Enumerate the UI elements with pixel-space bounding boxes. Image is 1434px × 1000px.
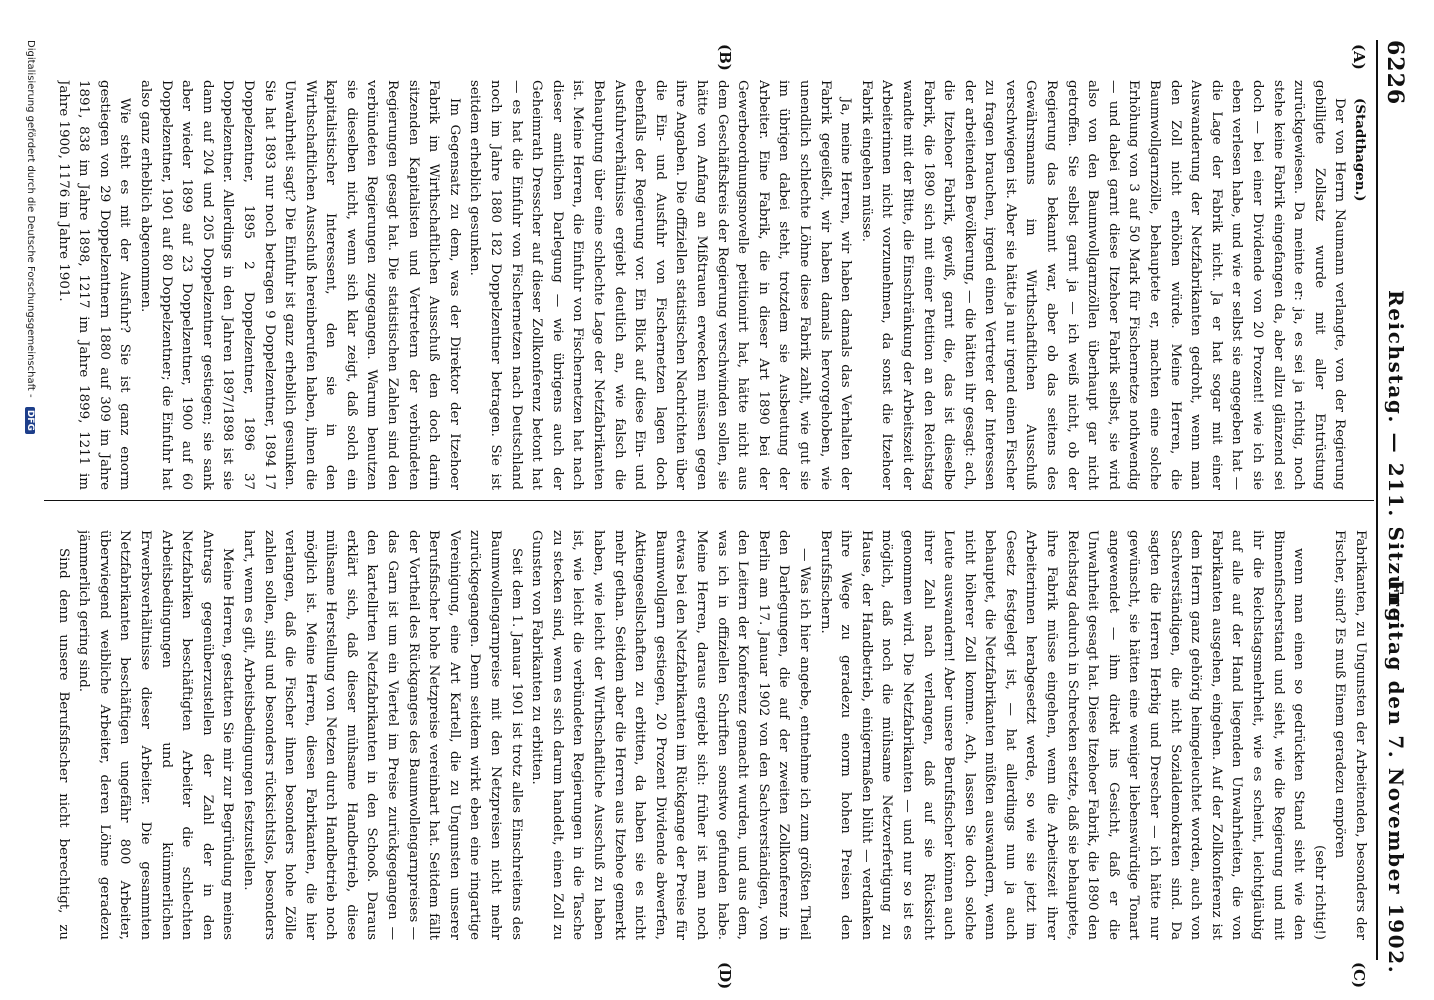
header-date: Freitag den 7. November 1902. — [1384, 580, 1408, 975]
paragraph: — Was ich hier angebe, entnehme ich zum größten Theil den Darlegungen, die auf der zweiten Zollkonferenz in Berlin am 17. Januar 1902 von den Sachverständigen, von den Leitern der Konferenz gemacht wurden, und aus dem, was ich in offiziellen Schriften sonstwo gefunden habe. Meine Herren, daraus ergiebt sich: früher ist man noch etwas bei den Netzfabrikanten im Rückgange der Preise für Baumwollgarn gestiegen, 20 Prozent Dividende abwerfen, Aktiengesellschaften zu erbitten, da haben sie es nicht mehr gethan. Seitdem aber die Herren aus Itzehoe gemerkt haben, wie leicht der Wirthschaftliche Ausschuß zu haben ist, wie leicht die verbündeten Regierungen in die Tasche zu stecken sind, wenn es sich darum handelt, einen Zoll zu Gunsten von Fabrikanten zu erbitten. — [529, 530, 812, 940]
column-divider — [44, 500, 1374, 501]
dfg-logo: DFG — [25, 407, 35, 434]
paragraph: Wie steht es mit der Ausfuhr? Sie ist ganz enorm gestiegen von 29 Doppelzentnern 1880 auf 309 im Jahre 1891, 838 im Jahre 1898, 1217 im Jahre 1899, 1211 im Jahre 1900, 1176 im Jahre 1901. — [55, 80, 133, 490]
paragraph: Fabrikanten, zu Ungunsten der Arbeitenden, besonders der Fischer, sind? Es muß Einem geradezu empören — [1332, 530, 1368, 940]
margin-marker-c: (C) — [1350, 962, 1368, 989]
paragraph: Der von Herrn Naumann verlangte, von der Regierung gebilligte Zollsatz wurde mit aller Entrüstung zurückgewiesen. Da meinte er: ja, es sei ja richtig, noch stehe keine Fabrik eingefangen da, aber allzu glänzend sei doch — bei einer Dividende von 20 Prozent! wie ich sie eben verlesen habe, und wie er selbst sie angegeben hat — die Lage der Fabrik nicht. Ja er hat sogar mit einer Auswanderung der Netzfabrikanten gedroht, wenn man den Zoll nicht erhöhen würde. Meine Herren, die Baumwollgarnzölle, behauptete er, machten eine solche Erhöhung von 3 auf 50 Mark für Fischernetze nothwendig — und dabei garnt diese Itzehoer Fabrik selbst, sie wird also von den Baumwollgarnzöllen überhaupt gar nicht getroffen. Sie selbst garnt ja — ich weiß nicht, ob der Regierung das bekannt war, aber ob das seitens des Gewährsmanns im Wirthschaftlichen Ausschuß verschwiegen ist. Aber sie hätte ja nur irgend einen Fischer zu fragen brauchen, irgend einen Vertreter der Interessen der arbeitenden Bevölkerung, — die hätten ihr gesagt: ach, die Itzehoer Fabrik, gewiß, garnt die, das ist dieselbe Fabrik, die 1890 sich mit einer Petition an den Reichstag wandte mit der Bitte, die Einschränkung der Arbeitszeit der Arbeiterinnen nicht vorzunehmen, da sonst die Itzehoer Fabrik eingehen müsse. — [858, 80, 1348, 490]
paragraph: Ja, meine Herren, wir haben damals das Verhalten der Fabrik gegeißelt, wir haben damals hervorgehoben, wie unendlich schlechte Löhne diese Fabrik zahlt, wie gut sie im übrigen dabei steht, trotzdem sie Ausbeutung der Arbeiter. Eine Fabrik, die in dieser Art 1890 bei der Gewerbeordnungsnovelle petitionirt hat, hätte nicht aus dem Geschäftskreis der Regierung verschwinden sollen, sie hätte von Anfang an Mißtrauen erwecken müssen gegen ihre Angaben. Die offiziellen statistischen Nachrichten über die Ein- und Ausfuhr von Fischernetzen lagen doch ebenfalls der Regierung vor. Ein Blick auf diese Ein- und Ausfuhrverhältnisse ergiebt deutlich an, wie falsch die Behauptung über eine schlechte Lage der Netzfabrikanten ist. Meine Herren, die Einfuhr von Fischernetzen hat nach dieser amtlichen Darlegung — wie übrigens auch der Geheimrath Dresscher auf dieser Zollkonferenz betont hat — es hat die Einfuhr von Fischernetzen nach Deutschland noch im Jahre 1880 182 Doppelzentner betragen. Sie ist seitdem erheblich gesunken. — [467, 80, 854, 490]
speaker-tag: (Stadthagen.) — [1352, 98, 1368, 202]
header-title: Reichstag. — 211. Sitzung. — [1384, 290, 1408, 632]
digitization-footer — [25, 40, 36, 960]
margin-marker-d: (D) — [716, 962, 734, 990]
interjection: (sehr richtig!) — [1311, 845, 1327, 940]
running-head — [1376, 40, 1414, 975]
page-number: 6226 — [1382, 40, 1408, 106]
paragraph: Im Gegensatz zu dem, was der Direktor der Itzehoer Fabrik im Wirthschaftlichen Ausschuß den doch darin sitzenden Kapitalisten und Vertretern der verbündeten Regierungen gesagt hat. Die statistischen Zahlen sind den verbündeten Regierungen zugegangen. Warum benutzen sie dieselben nicht, wenn sich klar zeigt, daß solch ein kapitalistischer Interessent, den sie in den Wirthschaftlichen Ausschuß hereinberufen haben, ihnen die Unwahrheit sagt? Die Einfuhr ist ganz erheblich gesunken. Sie hat 1893 nur noch betragen 9 Doppelzentner, 1894 17 Doppelzentner, 1895 2 Doppelzentner, 1896 37 Doppelzentner. Allerdings in den Jahren 1897/1898 ist sie dann auf 204 und 205 Doppelzentner gestiegen; sie sank aber wieder 1899 auf 23 Doppelzentner, 1900 auf 60 Doppelzentner, 1901 auf 80 Doppelzentner; die Einfuhr hat also ganz erheblich abgenommen. — [137, 80, 462, 490]
paragraph: Meine Herren, gestatten Sie mir zur Begründung meines Antrags gegenüberzustellen der Zahl der in den Netzfabriken beschäftigten Arbeiter die schlechten Arbeitsbedingungen und kümmerlichen Erwerbsverhältnisse dieser Arbeiter. Die gesammten Netzfabrikanten beschäftigen ungefähr 800 Arbeiter, überwiegend weibliche Arbeiter, deren Löhne geradezu jämmerlich gering sind. — [76, 530, 236, 940]
paragraph: Seit dem 1. Januar 1901 ist trotz alles Einschreitens des Baumwollengarnpreise mit den Netzpreisen nicht mehr zurückgegangen. Denn seitdem wirkt eben eine ringartige Vereinigung, eine Art Kartell, die zu Ungunsten unserer Berufsfischer hohe Netzpreise vereinbart hat. Seitdem fällt der Vortheil des Rückganges des Baumwollengarnpreises — das Garn ist um ein Viertel im Preise zurückgegangen — den kartellirten Netzfabrikanten in den Schooß. Daraus erklärt sich, daß dieser mühsame Handbetrieb, diese mühsame Herstellung von Netzen durch Handbetrieb noch möglich ist. Meine Herren, diesen Fabrikanten, die hier verlangen, daß die Fischer ihnen besonders hohe Zölle zahlen sollen, sind und besonders rücksichtslos, besonders hart, wenn es gilt, Arbeitsbedingungen festzustellen. — [240, 530, 524, 940]
left-column — [50, 80, 1370, 490]
right-column — [50, 530, 1370, 940]
footer-attribution: Digitalisierung gefördert durch die Deutsche Forschungsgemeinschaft - — [25, 40, 36, 398]
margin-marker-a: (A) — [1350, 44, 1368, 70]
paragraph: Sind denn unsere Berufsfischer nicht berechtigt, zu — [55, 548, 71, 940]
paragraph: wenn man einen so gedrückten Stand sieht wie den Binnenfischerstand und sieht, wie die Regierung und mit ihr die Reichstagsmehrheit, wie es scheint, leichtgläubig auf alle auf der Hand liegenden Unwahrheiten, die von Fabrikanten ausgehen, eingehen. Auf der Zollkonferenz ist dem Herrn ganz gehörig heimgeleuchtet worden, auch von Sachverständigen, die nicht Sozialdemokraten sind. Da sagten die Herren Herbig und Drescher — ich hätte nur gewünscht, sie hätten eine weniger liebenswürdige Tonart angewendet — ihm direkt ins Gesicht, daß er die Unwahrheit gesagt hat. Diese Itzehoer Fabrik, die 1890 den Reichstag dadurch in Schrecken setzte, daß sie behauptete, ihre Fabrik müsse eingehen, wenn die Arbeitszeit ihrer Arbeiterinnen herabgesetzt werde, so wie sie jetzt im Gesetz festgelegt ist, — hat allerdings nun ja auch behauptet, die Netzfabrikanten müßten auswandern, wenn nicht höherer Zoll komme. Ach, lassen Sie doch solche Leute auswandern! Aber unsere Berufsfischer können auch ihrer Zahl nach verlangen, daß auf sie Rücksicht genommen wird. Die Netzfabrikanten — und nur so ist es möglich, daß noch die mühsame Netzverfertigung zu Hause, der Handbetrieb, einigermaßen blüht — verdanken ihre Wege zu geradezu enorm hohen Preisen den Berufsfischern. — [817, 530, 1307, 940]
margin-marker-b: (B) — [716, 44, 734, 71]
